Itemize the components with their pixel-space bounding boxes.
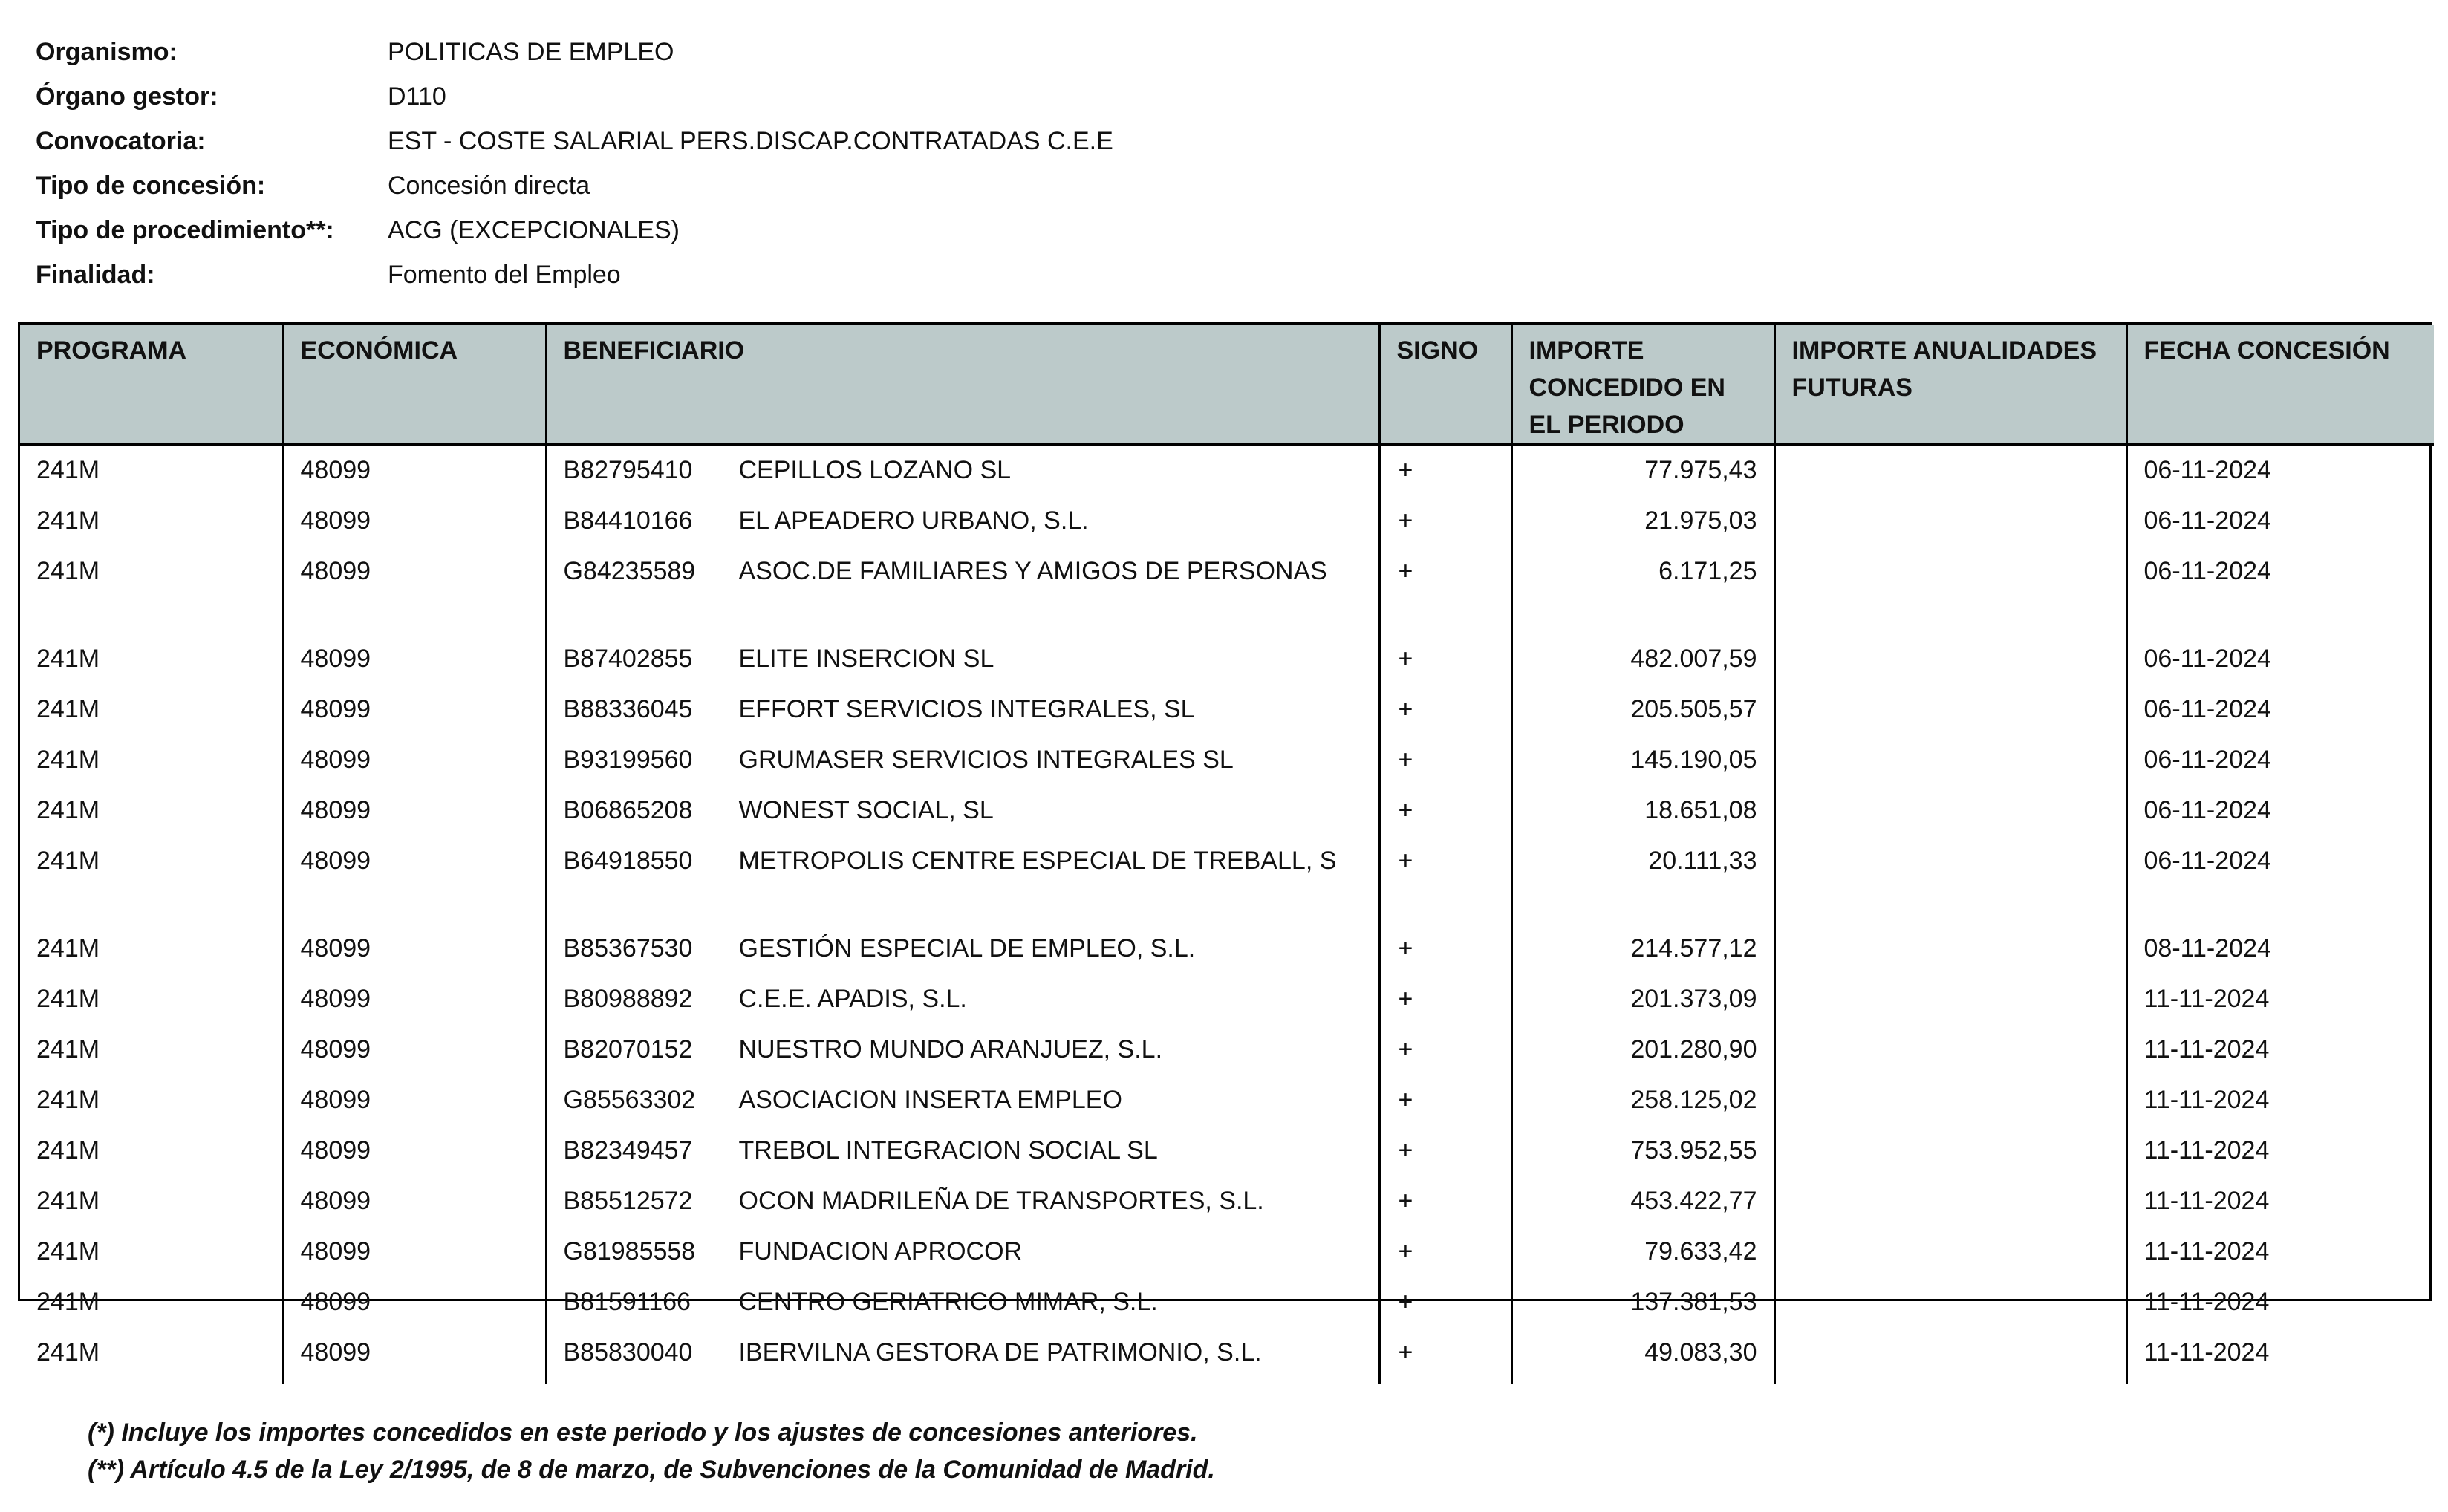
cell-importe: 6.171,25 [1511,547,1774,634]
cell-importe: 214.577,12 [1511,924,1774,974]
cell-anualidades [1774,974,2126,1025]
cell-anualidades [1774,547,2126,634]
cell-anualidades [1774,924,2126,974]
cell-fecha: 06-11-2024 [2143,695,2271,723]
cell-anualidades [1774,1126,2126,1176]
filler-cell [1379,1378,1511,1384]
table-row [20,547,2434,634]
beneficiary-name: ELITE INSERCION SL [738,645,994,673]
cell-anualidades [1774,445,2126,497]
table-row [20,685,2434,735]
table-row [20,786,2434,836]
beneficiary-name: WONEST SOCIAL, SL [738,796,994,824]
beneficiary-nif: B06865208 [563,796,693,824]
beneficiary-nif: B82349457 [563,1136,693,1164]
cell-economica: 48099 [283,496,546,547]
beneficiary-nif: B88336045 [563,695,693,723]
cell-beneficiario [546,924,1379,974]
cell-economica: 48099 [283,634,546,685]
cell-signo: + [1379,1025,1511,1075]
cell-fecha: 11-11-2024 [2143,1035,2270,1063]
cell-beneficiario [546,1176,1379,1227]
cell-signo: + [1379,1227,1511,1277]
cell-signo: + [1379,836,1511,924]
cell-programa: 241M [20,685,283,735]
cell-anualidades [1774,735,2126,786]
cell-importe: 21.975,03 [1511,496,1774,547]
beneficiary-nif: B80988892 [563,985,693,1013]
cell-anualidades [1774,1227,2126,1277]
cell-anualidades [1774,496,2126,547]
cell-signo: + [1379,547,1511,634]
table-filler-row [20,1378,2434,1384]
cell-fecha: 11-11-2024 [2143,1237,2270,1265]
meta-value: ACG (EXCEPCIONALES) [388,215,680,244]
cell-signo: + [1379,1277,1511,1328]
cell-beneficiario [546,634,1379,685]
cell-fecha: 11-11-2024 [2143,1288,2270,1316]
cell-beneficiario [546,735,1379,786]
cell-anualidades [1774,634,2126,685]
cell-programa: 241M [20,634,283,685]
meta-label: Organismo: [36,37,178,66]
table-header-row [20,325,2434,445]
beneficiary-nif: B93199560 [563,746,693,774]
filler-cell [1511,1378,1774,1384]
cell-beneficiario [546,1025,1379,1075]
cell-signo: + [1379,924,1511,974]
cell-programa: 241M [20,445,283,497]
cell-signo: + [1379,974,1511,1025]
table-row [20,1126,2434,1176]
cell-beneficiario [546,445,1379,497]
concessions-table-container [18,322,2432,1366]
cell-importe: 258.125,02 [1511,1075,1774,1126]
cell-signo: + [1379,445,1511,497]
cell-importe: 79.633,42 [1511,1227,1774,1277]
cell-fecha: 11-11-2024 [2143,1338,2270,1366]
cell-anualidades [1774,1075,2126,1126]
meta-value: POLITICAS DE EMPLEO [388,37,674,66]
table-row [20,974,2434,1025]
cell-programa: 241M [20,496,283,547]
meta-label: Tipo de concesión: [36,171,266,200]
cell-signo: + [1379,735,1511,786]
beneficiary-nif: G85563302 [563,1086,696,1114]
cell-fecha: 11-11-2024 [2143,985,2270,1013]
cell-importe: 49.083,30 [1511,1328,1774,1378]
cell-fecha: 06-11-2024 [2143,847,2271,875]
filler-cell [283,1378,546,1384]
cell-beneficiario [546,496,1379,547]
cell-programa: 241M [20,786,283,836]
table-row [20,924,2434,974]
cell-programa: 241M [20,974,283,1025]
cell-programa: 241M [20,924,283,974]
cell-anualidades [1774,786,2126,836]
beneficiary-name: GESTIÓN ESPECIAL DE EMPLEO, S.L. [738,934,1196,962]
header-metadata [36,30,1373,297]
cell-beneficiario [546,1126,1379,1176]
cell-anualidades [1774,836,2126,924]
cell-economica: 48099 [283,1126,546,1176]
footnote-2: (**) Artículo 4.5 de la Ley 2/1995, de 8 de marzo, de Subvenciones de la Comunidad de Madrid. [88,1456,1215,1484]
meta-tipo-procedimiento [36,208,1373,252]
cell-importe: 137.381,53 [1511,1277,1774,1328]
cell-signo: + [1379,1075,1511,1126]
cell-economica: 48099 [283,547,546,634]
meta-organo-gestor [36,74,1373,119]
cell-importe: 145.190,05 [1511,735,1774,786]
meta-label: Tipo de procedimiento**: [36,215,334,244]
meta-value: EST - COSTE SALARIAL PERS.DISCAP.CONTRATADAS C.E.E [388,126,1113,155]
cell-fecha: 11-11-2024 [2143,1187,2270,1215]
cell-beneficiario [546,685,1379,735]
beneficiary-nif: B87402855 [563,645,693,673]
cell-programa: 241M [20,1227,283,1277]
cell-importe: 453.422,77 [1511,1176,1774,1227]
cell-programa: 241M [20,1328,283,1378]
meta-value: Fomento del Empleo [388,260,621,289]
table-row [20,836,2434,924]
meta-label: Órgano gestor: [36,82,218,111]
cell-fecha: 06-11-2024 [2143,645,2271,673]
cell-fecha: 06-11-2024 [2143,557,2271,585]
cell-importe: 205.505,57 [1511,685,1774,735]
cell-fecha: 11-11-2024 [2143,1136,2270,1164]
cell-signo: + [1379,1126,1511,1176]
col-header-beneficiario: BENEFICIARIO [546,325,1379,445]
cell-importe: 201.280,90 [1511,1025,1774,1075]
filler-cell [2126,1378,2434,1384]
cell-fecha: 08-11-2024 [2143,934,2271,962]
cell-programa: 241M [20,1126,283,1176]
col-header-fecha: FECHA CONCESIÓN [2126,325,2434,445]
cell-programa: 241M [20,1075,283,1126]
cell-signo: + [1379,1328,1511,1378]
cell-signo: + [1379,786,1511,836]
cell-programa: 241M [20,547,283,634]
table-row [20,1025,2434,1075]
cell-programa: 241M [20,1277,283,1328]
cell-programa: 241M [20,836,283,924]
cell-importe: 201.373,09 [1511,974,1774,1025]
cell-beneficiario [546,1328,1379,1378]
filler-cell [20,1378,283,1384]
cell-fecha: 06-11-2024 [2143,506,2271,535]
cell-economica: 48099 [283,1176,546,1227]
cell-importe: 77.975,43 [1511,445,1774,497]
footnote-1: (*) Incluye los importes concedidos en este periodo y los ajustes de concesiones anteriores. [88,1418,1198,1447]
cell-beneficiario [546,974,1379,1025]
cell-programa: 241M [20,735,283,786]
cell-beneficiario [546,1227,1379,1277]
meta-tipo-concesion [36,163,1373,208]
table-row [20,1277,2434,1328]
beneficiary-nif: B85512572 [563,1187,693,1215]
filler-cell [1774,1378,2126,1384]
cell-economica: 48099 [283,1025,546,1075]
beneficiary-name: CENTRO GERIATRICO MIMAR, S.L. [738,1288,1158,1316]
col-header-economica: ECONÓMICA [283,325,546,445]
table-row [20,1075,2434,1126]
beneficiary-name: NUESTRO MUNDO ARANJUEZ, S.L. [738,1035,1163,1063]
meta-value: Concesión directa [388,171,590,200]
beneficiary-name: EFFORT SERVICIOS INTEGRALES, SL [738,695,1195,723]
beneficiary-nif: B64918550 [563,847,693,875]
cell-economica: 48099 [283,685,546,735]
table-row [20,634,2434,685]
beneficiary-nif: B82795410 [563,456,693,484]
table-row [20,445,2434,497]
cell-anualidades [1774,1277,2126,1328]
cell-fecha: 11-11-2024 [2143,1086,2270,1114]
cell-anualidades [1774,1025,2126,1075]
cell-signo: + [1379,496,1511,547]
beneficiary-nif: B82070152 [563,1035,693,1063]
meta-label: Convocatoria: [36,126,206,155]
beneficiary-name: C.E.E. APADIS, S.L. [738,985,967,1013]
cell-fecha: 06-11-2024 [2143,456,2271,484]
beneficiary-nif: B85830040 [563,1338,693,1366]
meta-label: Finalidad: [36,260,155,289]
beneficiary-nif: B85367530 [563,934,693,962]
col-header-importe: IMPORTE CONCEDIDO EN EL PERIODO [1511,325,1774,445]
cell-signo: + [1379,1176,1511,1227]
cell-importe: 18.651,08 [1511,786,1774,836]
cell-economica: 48099 [283,786,546,836]
meta-convocatoria [36,119,1373,163]
cell-anualidades [1774,1328,2126,1378]
concessions-table [20,325,2434,1384]
cell-importe: 753.952,55 [1511,1126,1774,1176]
cell-importe: 20.111,33 [1511,836,1774,924]
beneficiary-nif: G81985558 [563,1237,696,1265]
beneficiary-name: ASOC.DE FAMILIARES Y AMIGOS DE PERSONAS [738,557,1327,585]
cell-beneficiario [546,547,1379,634]
table-row [20,496,2434,547]
beneficiary-nif: B81591166 [563,1288,691,1316]
table-row [20,1328,2434,1378]
cell-programa: 241M [20,1025,283,1075]
meta-finalidad [36,252,1373,297]
cell-economica: 48099 [283,836,546,924]
filler-cell [546,1378,1379,1384]
cell-economica: 48099 [283,924,546,974]
beneficiary-nif: B84410166 [563,506,693,535]
cell-economica: 48099 [283,445,546,497]
beneficiary-name: CEPILLOS LOZANO SL [738,456,1012,484]
col-header-signo: SIGNO [1379,325,1511,445]
beneficiary-name: ASOCIACION INSERTA EMPLEO [738,1086,1122,1114]
beneficiary-name: FUNDACION APROCOR [738,1237,1023,1265]
cell-anualidades [1774,685,2126,735]
beneficiary-name: METROPOLIS CENTRE ESPECIAL DE TREBALL, S [738,847,1337,875]
beneficiary-name: OCON MADRILEÑA DE TRANSPORTES, S.L. [738,1187,1264,1215]
cell-fecha: 06-11-2024 [2143,746,2271,774]
col-header-anualidades: IMPORTE ANUALIDADES FUTURAS [1774,325,2126,445]
cell-beneficiario [546,1075,1379,1126]
cell-economica: 48099 [283,1227,546,1277]
table-row [20,1176,2434,1227]
cell-signo: + [1379,634,1511,685]
cell-economica: 48099 [283,1075,546,1126]
meta-value: D110 [388,82,446,111]
cell-anualidades [1774,1176,2126,1227]
cell-programa: 241M [20,1176,283,1227]
cell-economica: 48099 [283,1277,546,1328]
cell-importe: 482.007,59 [1511,634,1774,685]
beneficiary-name: GRUMASER SERVICIOS INTEGRALES SL [738,746,1234,774]
cell-beneficiario [546,836,1379,924]
cell-economica: 48099 [283,974,546,1025]
meta-organismo [36,30,1373,74]
col-header-programa: PROGRAMA [20,325,283,445]
beneficiary-name: TREBOL INTEGRACION SOCIAL SL [738,1136,1158,1164]
table-row [20,735,2434,786]
cell-signo: + [1379,685,1511,735]
cell-economica: 48099 [283,1328,546,1378]
footnotes [88,1414,1215,1488]
cell-beneficiario [546,786,1379,836]
table-row [20,1227,2434,1277]
beneficiary-nif: G84235589 [563,557,696,585]
cell-beneficiario [546,1277,1379,1328]
cell-fecha: 06-11-2024 [2143,796,2271,824]
beneficiary-name: EL APEADERO URBANO, S.L. [738,506,1089,535]
beneficiary-name: IBERVILNA GESTORA DE PATRIMONIO, S.L. [738,1338,1262,1366]
table-body [20,445,2434,1385]
cell-economica: 48099 [283,735,546,786]
